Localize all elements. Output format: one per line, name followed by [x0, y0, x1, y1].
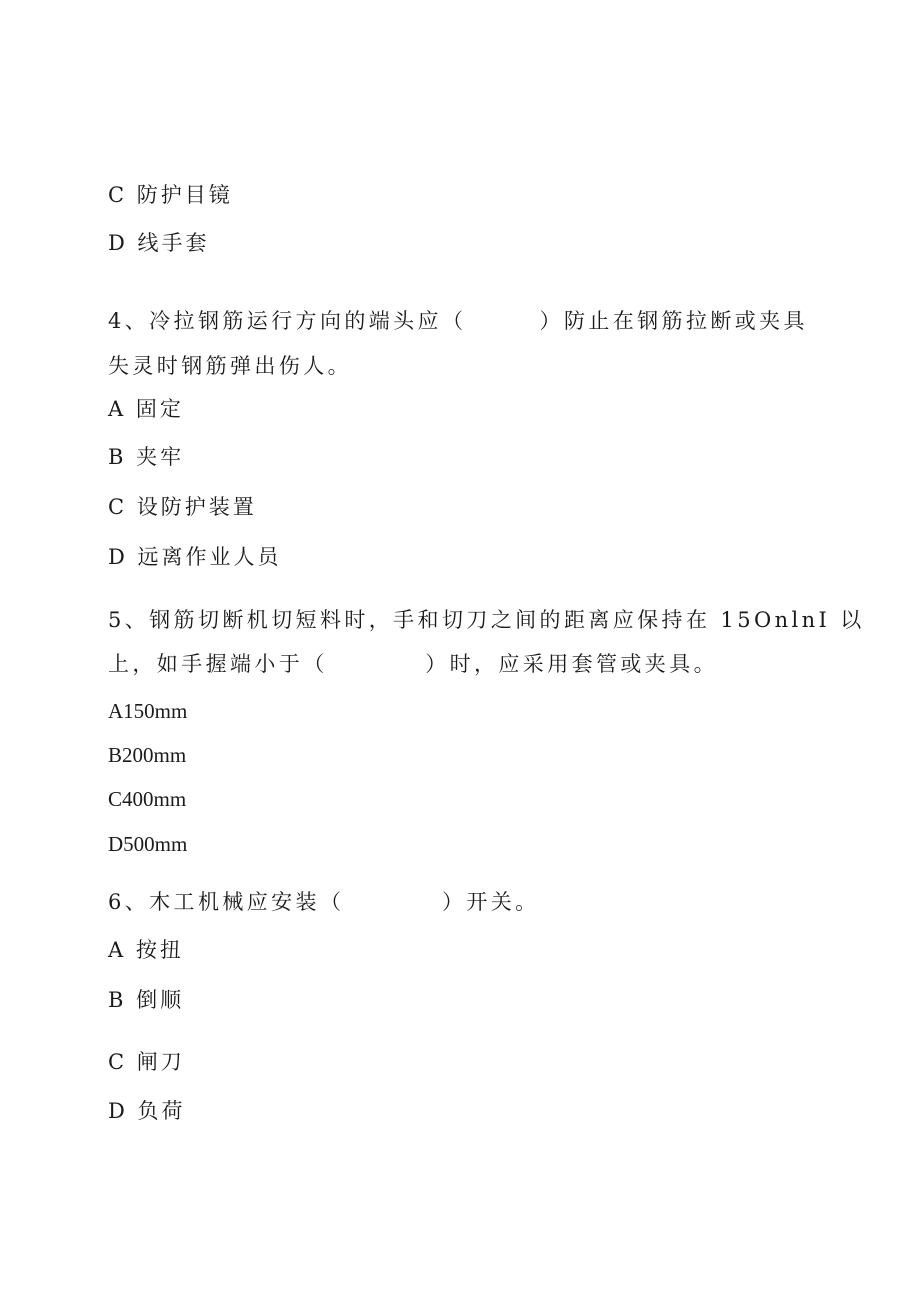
q5-option-c: C400mm: [108, 787, 187, 811]
q6-option-a: A 按扭: [108, 938, 184, 962]
q4-option-c: C 设防护装置: [108, 495, 257, 519]
q3-option-d: D 线手套: [108, 231, 210, 255]
q6-option-d: D 负荷: [108, 1099, 186, 1123]
q6-stem: 6、木工机械应安装（ ）开关。: [108, 890, 540, 914]
q4-option-b: B 夹牢: [108, 445, 185, 469]
q6-option-c: C 闸刀: [108, 1050, 185, 1074]
q5-stem-line-2: 上，如手握端小于（ ）时，应采用套管或夹具。: [108, 652, 718, 676]
q5-stem-line-1: 5、钢筋切断机切短料时，手和切刀之间的距离应保持在 15OnlnI 以: [108, 608, 865, 632]
q5-option-b: B200mm: [108, 743, 187, 767]
q4-stem-line-1: 4、冷拉钢筋运行方向的端头应（ ）防止在钢筋拉断或夹具: [108, 309, 808, 333]
q4-option-a: A 固定: [108, 397, 184, 421]
q5-option-a: A150mm: [108, 699, 188, 723]
q5-option-d: D500mm: [108, 832, 188, 856]
q3-option-c: C 防护目镜: [108, 183, 233, 207]
q4-option-d: D 远离作业人员: [108, 545, 282, 569]
q4-stem-line-2: 失灵时钢筋弹出伤人。: [108, 354, 352, 378]
q6-option-b: B 倒顺: [108, 988, 185, 1012]
